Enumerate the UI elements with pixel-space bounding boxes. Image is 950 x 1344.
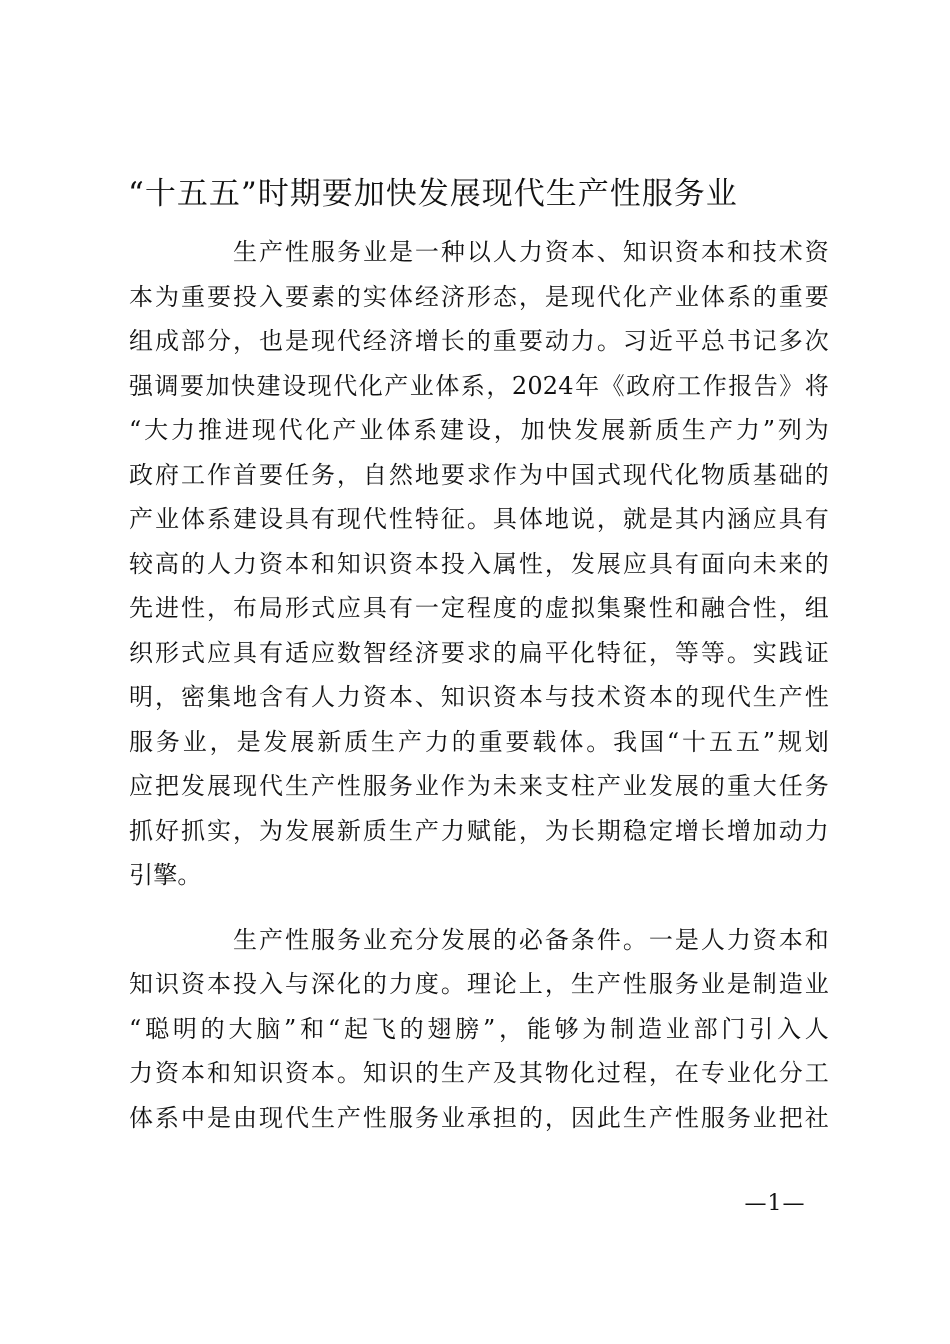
paragraph-1-line-5: “大力推进现代化产业体系建设，加快发展新质生产力”列为 [129,416,829,444]
document-title: “十五五”时期要加快发展现代生产性服务业 [128,176,738,212]
paragraph-1-line-12: 服务业，是发展新质生产力的重要载体。我国“十五五”规划 [129,727,829,756]
paragraph-1-line-2: 本为重要投入要素的实体经济形态，是现代化产业体系的重要 [129,282,829,311]
paragraph-1-line-7: 产业体系建设具有现代性特征。具体地说，就是其内涵应具有 [129,505,829,533]
paragraph-1-line-10: 织形式应具有适应数智经济要求的扁平化特征，等等。实践证 [129,638,829,667]
paragraph-1-line-13: 应把发展现代生产性服务业作为未来支柱产业发展的重大任务 [129,772,829,800]
paragraph-1-line-11: 明，密集地含有人力资本、知识资本与技术资本的现代生产性 [129,683,829,711]
paragraph-2-line-5: 体系中是由现代生产性服务业承担的，因此生产性服务业把社 [129,1103,829,1132]
paragraph-1-line-6: 政府工作首要任务，自然地要求作为中国式现代化物质基础的 [129,460,829,489]
paragraph-1-line-1: 生产性服务业是一种以人力资本、知识资本和技术资 [233,238,829,266]
paragraph-2-line-1: 生产性服务业充分发展的必备条件。一是人力资本和 [233,925,829,954]
paragraph-1-line-9: 先进性，布局形式应具有一定程度的虚拟集聚性和融合性，组 [129,594,829,622]
paragraph-1-line-15: 引擎。 [129,861,202,889]
paragraph-2-line-4: 力资本和知识资本。知识的生产及其物化过程，在专业化分工 [129,1059,829,1087]
page-number: —1— [744,1191,806,1216]
paragraph-1-line-14: 抓好抓实，为发展新质生产力赋能，为长期稳定增长增加动力 [129,816,829,845]
paragraph-2-line-2: 知识资本投入与深化的力度。理论上，生产性服务业是制造业 [129,970,829,998]
paragraph-1-line-4: 强调要加快建设现代化产业体系，2024年《政府工作报告》将 [129,371,829,400]
paragraph-1-line-8: 较高的人力资本和知识资本投入属性，发展应具有面向未来的 [129,549,829,578]
paragraph-2-line-3: “聪明的大脑”和“起飞的翅膀”，能够为制造业部门引入人 [129,1014,829,1043]
document-body [129,230,829,1140]
paragraph-1-line-3: 组成部分，也是现代经济增长的重要动力。习近平总书记多次 [129,327,829,355]
paragraph-gap [129,898,829,918]
